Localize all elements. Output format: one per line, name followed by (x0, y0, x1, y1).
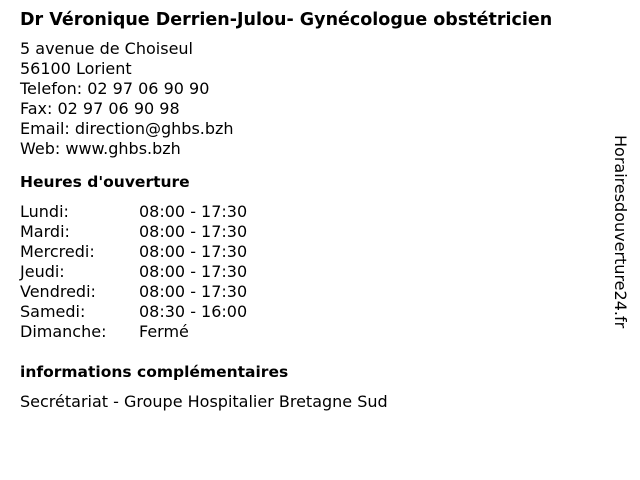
page-title: Dr Véronique Derrien-Julou- Gynécologue obstétricien (20, 10, 553, 30)
day-label: Mercredi: (20, 242, 95, 261)
hours-row-saturday (20, 302, 600, 322)
site-watermark (608, 135, 632, 345)
phone-number: Telefon: 02 97 06 90 90 (20, 79, 210, 98)
email-address: Email: direction@ghbs.bzh (20, 119, 234, 138)
hours-row-sunday (20, 322, 600, 342)
address-city: 56100 Lorient (20, 59, 132, 78)
time-range: 08:00 - 17:30 (139, 202, 248, 221)
time-range: 08:00 - 17:30 (139, 282, 248, 301)
hours-row-tuesday (20, 222, 600, 242)
time-range: 08:00 - 17:30 (139, 242, 248, 261)
watermark-text: Horairesdouverture24.fr (611, 135, 630, 329)
info-text: Secrétariat - Groupe Hospitalier Bretagne Sud (20, 392, 388, 411)
time-range: 08:00 - 17:30 (139, 222, 248, 241)
address-street: 5 avenue de Choiseul (20, 39, 193, 58)
day-label: Dimanche: (20, 322, 107, 341)
day-label: Samedi: (20, 302, 86, 321)
listing-card (20, 10, 600, 412)
time-range: Fermé (139, 322, 189, 341)
contact-block (20, 39, 600, 159)
time-range: 08:30 - 16:00 (139, 302, 248, 321)
hours-row-monday (20, 202, 600, 222)
day-label: Lundi: (20, 202, 69, 221)
day-label: Mardi: (20, 222, 70, 241)
hours-row-friday (20, 282, 600, 302)
hours-row-wednesday (20, 242, 600, 262)
info-heading: informations complémentaires (20, 363, 289, 381)
fax-number: Fax: 02 97 06 90 98 (20, 99, 180, 118)
time-range: 08:00 - 17:30 (139, 262, 248, 281)
hours-row-thursday (20, 262, 600, 282)
day-label: Jeudi: (20, 262, 65, 281)
website: Web: www.ghbs.bzh (20, 139, 181, 158)
hours-table (20, 202, 600, 342)
hours-heading: Heures d'ouverture (20, 173, 190, 191)
day-label: Vendredi: (20, 282, 96, 301)
